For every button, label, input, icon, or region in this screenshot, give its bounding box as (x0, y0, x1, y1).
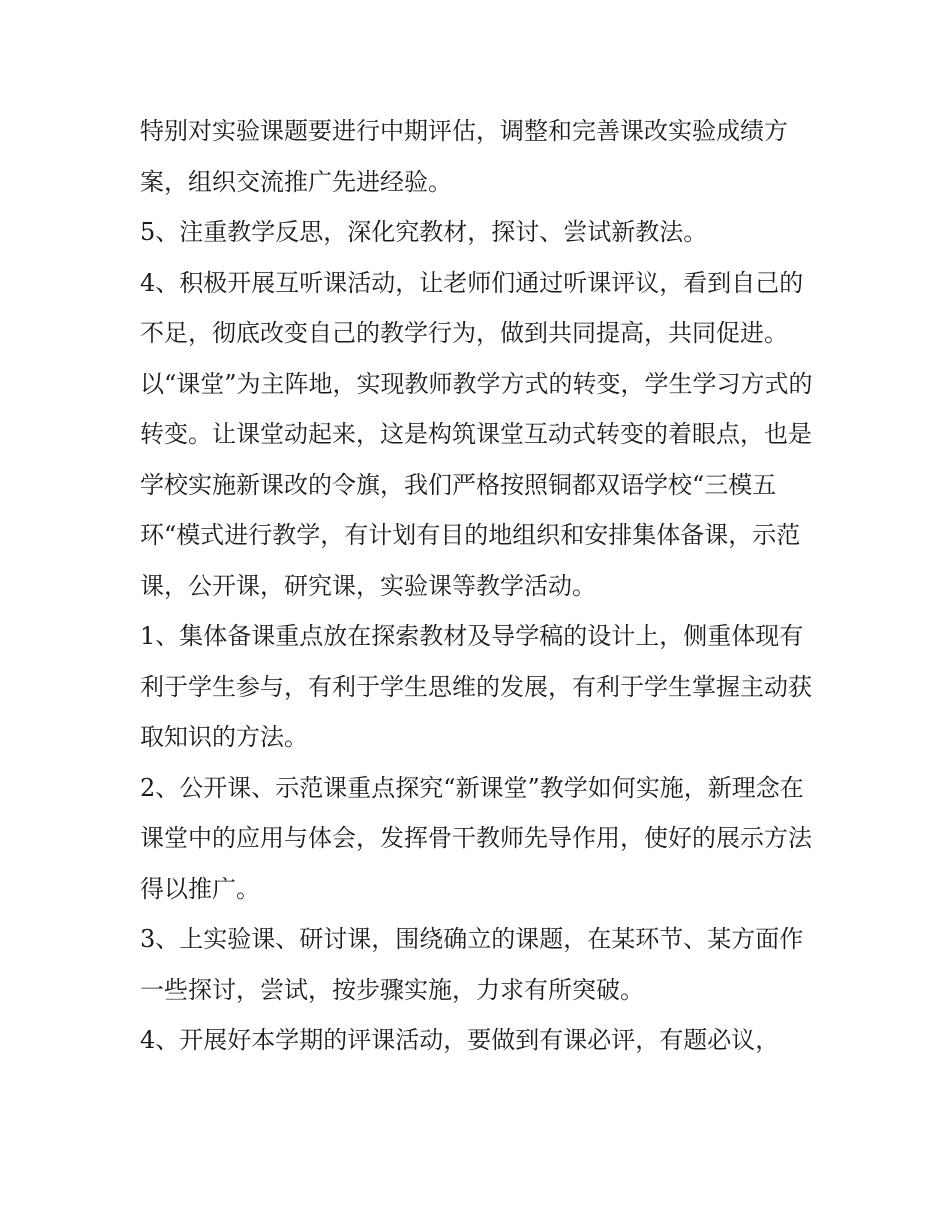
paragraph-midterm-evaluation: 特别对实验课题要进行中期评估，调整和完善课改实验成绩方案，组织交流推广先进经验。 (140, 117, 788, 196)
document-body (140, 106, 820, 1066)
paragraph-teaching-reflection: 5、注重教学反思，深化究教材，探讨、尝试新教法。 (140, 218, 708, 246)
paragraph-open-demo-lessons: 2、公开课、示范课重点探究“新课堂”教学如何实施，新理念在课堂中的应用与体会，发挥骨干教师先导作用，使好的展示方法得以推广。 (140, 773, 812, 903)
paragraph-classroom-main-front: 以“课堂”为主阵地，实现教师教学方式的转变，学生学习方式的转变。让课堂动起来，这是构筑课堂互动式转变的着眼点，也是学校实施新课改的令旗，我们严格按照铜都双语学校“三模五环“模式进行教学，有计划有目的地组织和安排集体备课，示范课，公开课，研究课，实验课等教学活动。 (140, 369, 813, 600)
paragraph-experimental-lessons: 3、上实验课、研讨课，围绕确立的课题，在某环节、某方面作一些探讨，尝试，按步骤实施，力求有所突破。 (140, 925, 804, 1004)
paragraph-collective-lesson-prep: 1、集体备课重点放在探索教材及导学稿的设计上，侧重体现有利于学生参与，有利于学生思维的发展，有利于学生掌握主动获取知识的方法。 (140, 622, 812, 751)
paragraph-peer-observation: 4、积极开展互听课活动，让老师们通过听课评议，看到自己的不足，彻底改变自己的教学行为，做到共同提高，共同促进。 (140, 268, 804, 347)
paragraph-lesson-evaluation: 4、开展好本学期的评课活动，要做到有课必评，有题必议， (140, 1026, 780, 1054)
